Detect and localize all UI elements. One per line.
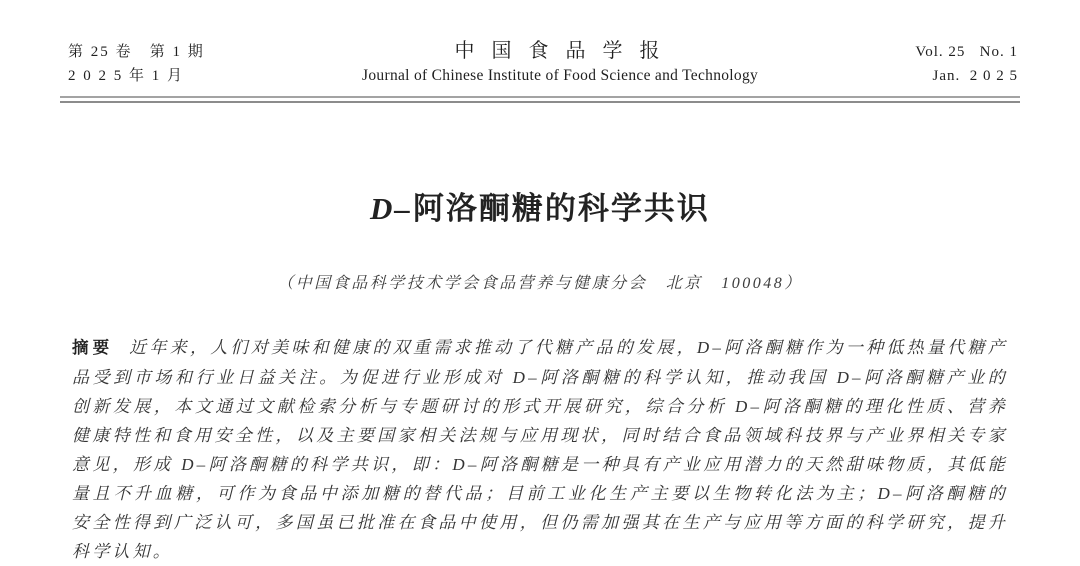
issue-date-cn: 2 0 2 5 年 1 月 <box>68 68 185 84</box>
issue-info-cn <box>68 40 205 88</box>
journal-masthead <box>60 38 1020 96</box>
article-body <box>60 183 1020 566</box>
issue-date-en: Jan. 2 0 2 5 <box>932 68 1018 84</box>
journal-title-cn: 中 国 食 品 学 报 <box>454 40 666 62</box>
header-divider <box>60 96 1020 103</box>
article-title <box>60 183 1020 228</box>
article-title-prefix: D– <box>370 191 412 226</box>
issue-volume-en: Vol. 25 No. 1 <box>915 44 1018 60</box>
issue-info-en <box>915 40 1018 88</box>
issue-volume-cn: 第 25 卷 第 1 期 <box>68 44 205 60</box>
abstract-label: 摘要 <box>72 339 114 357</box>
journal-title-en: Journal of Chinese Institute of Food Science and Technology <box>362 67 759 84</box>
affiliation: （中国食品科学技术学会食品营养与健康分会 北京 100048） <box>277 275 803 292</box>
journal-title-block <box>362 38 758 88</box>
abstract-paragraph <box>72 333 1008 566</box>
article-title-main: 阿洛酮糖的科学共识 <box>412 191 710 226</box>
abstract-text: 近年来，人们对美味和健康的双重需求推动了代糖产品的发展，D–阿洛酮糖作为一种低热量代糖产品受到市场和行业日益关注。为促进行业形成对 D–阿洛酮糖的科学认知，推动我国 D–阿洛酮糖产业的创新发展，本文通过文献检索分析与专题研讨的形式开展研究，综合分析 D–阿洛酮糖的理化性质、营养健康特性和食用安全性，以及主要国家相关法规与应用现状，同时结合食品领域科技界与产业界相关专家意见，形成 D–阿洛酮糖的科学共识，即：D–阿洛酮糖是一种具有产业应用潜力的天然甜味物质，其低能量且不升血糖，可作为食品中添加糖的替代品；目前工业化生产主要以生物转化法为主；D–阿洛酮糖的安全性得到广泛认可，多国虽已批准在食品中使用，但仍需加强其在生产与应用等方面的科学研究，提升科学认知。 <box>72 338 1008 561</box>
